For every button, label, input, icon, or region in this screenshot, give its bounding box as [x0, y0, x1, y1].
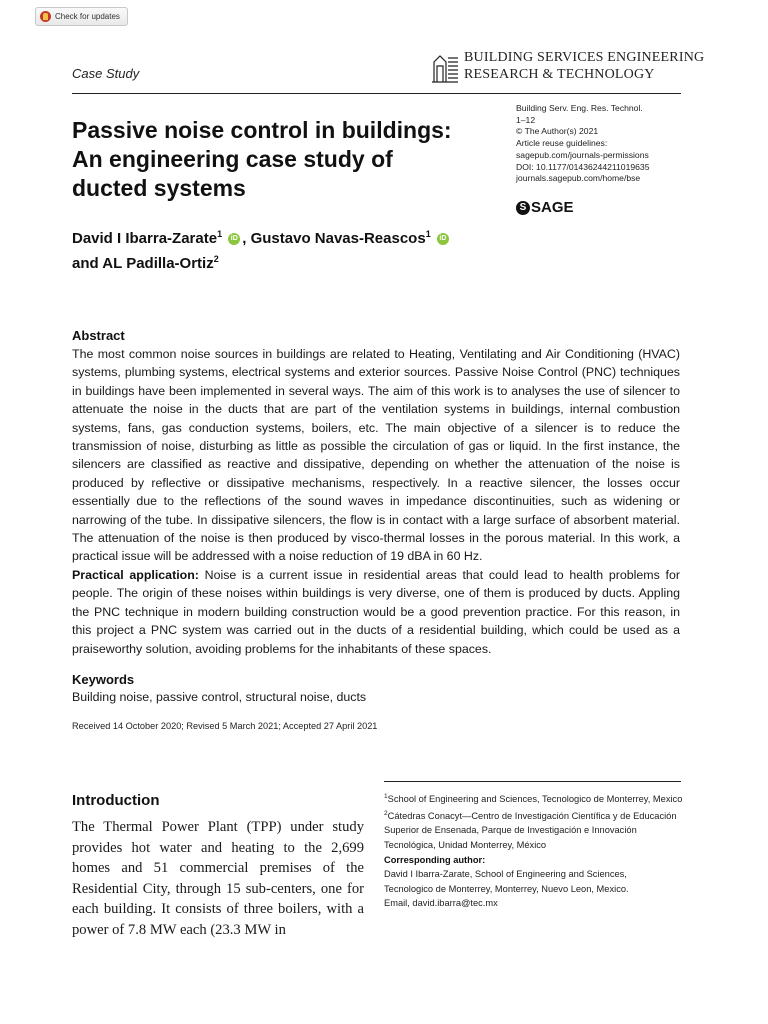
header-divider [72, 93, 681, 94]
keywords-heading: Keywords [72, 672, 135, 687]
abstract-heading: Abstract [72, 328, 125, 343]
article-meta [516, 103, 686, 185]
author-affiliation-mark: 2 [213, 254, 219, 264]
article-type: Case Study [72, 66, 140, 81]
keywords-text: Building noise, passive control, structural noise, ducts [72, 690, 367, 704]
meta-copyright: © The Author(s) 2021 [516, 126, 599, 137]
author-name: AL Padilla-Ortiz [102, 255, 214, 272]
check-for-updates-label: Check for updates [55, 12, 120, 21]
journal-emblem-icon [430, 52, 460, 84]
author-separator: , [242, 230, 247, 247]
author-name: David I Ibarra-Zarate [72, 230, 218, 247]
meta-permissions-link[interactable]: sagepub.com/journals-permissions [516, 149, 649, 160]
practical-application-text: Noise is a current issue in residential areas that could lead to health problems for people. The origin of these noises within buildings is very diverse, one of them is produced by ducts. Appling the PNC technique in modern building construction would be a good prevention practice. For this reason, in this project a PNC system was carried out in the ducts of a residential building, which could be used as a praiseworthy solution, avoiding problems for the inhabitants of these spaces. [72, 567, 680, 656]
author-list [72, 224, 532, 274]
affiliation-2-text: Cátedras Conacyt—Centro de Investigación Científica y de Educación Superior de Ensenada, Parque de Investigación e Innovación Tecnológica, Unidad Monterrey, México [384, 810, 677, 850]
orcid-icon[interactable]: iD [437, 233, 449, 245]
affiliation-mark: 1 [384, 793, 388, 800]
footnotes [384, 790, 684, 911]
footnote-divider [384, 781, 681, 782]
corresponding-author-line2: Tecnologico de Monterrey, Monterrey, Nuevo Leon, Mexico. [384, 883, 629, 894]
publisher-name: SAGE [531, 199, 574, 216]
introduction-heading: Introduction [72, 792, 160, 809]
affiliation-1 [384, 790, 684, 807]
corresponding-author-line1: David I Ibarra-Zarate, School of Engineering and Sciences, [384, 869, 627, 880]
corresponding-author [384, 853, 684, 868]
orcid-icon[interactable]: iD [228, 233, 240, 245]
affiliation-2 [384, 807, 684, 853]
author-affiliation-mark: 1 [425, 229, 431, 239]
check-for-updates-button[interactable] [35, 7, 128, 26]
crossmark-icon [40, 11, 51, 22]
meta-citation: Building Serv. Eng. Res. Technol. [516, 103, 643, 113]
publisher-logo [516, 199, 574, 216]
received-dates: Received 14 October 2020; Revised 5 March 2021; Accepted 27 April 2021 [72, 721, 378, 731]
abstract-paragraph: The most common noise sources in buildings are related to Heating, Ventilating and Air Conditioning (HVAC) systems, plumbing systems, electrical systems and exterior sources. Passive Noise Control (PNC) techniques in buildings have been implemented in several ways. The aim of this work is to analyses the use of silencer to attenuate the noise in the ducts that are part of the ventilation systems in buildings, internal combustion systems, fans, gas conduction systems, boilers, etc. The main objective of a silencer is to reduce the transmission of noise, disturbing as little as possible the circulation of gas or liquid. In the first instance, the silencers are classified as reactive and dissipative, depending on whether the attenuation of the noise is produced by reflective or dissipative mechanisms, respectively. In a reactive silencer, the losses occur essentially due to the reflections of the sound waves in impedance discontinuities, such as widening or narrowing of the tube. In dissipative silencers, the flow is in contact with a large surface of absorbent material. The attenuation of the noise is then produced by visco-thermal losses in the porous material. In this work, a practical issue will be addressed with a noise reduction of 19 dBA in 60 Hz. [72, 347, 680, 564]
author-affiliation-mark: 1 [217, 229, 223, 239]
meta-doi[interactable]: DOI: 10.1177/01436244211019635 [516, 161, 650, 172]
affiliation-1-text: School of Engineering and Sciences, Tecnologico de Monterrey, Mexico [387, 794, 683, 805]
practical-application-label: Practical application: [72, 567, 199, 582]
introduction-paragraph: The Thermal Power Plant (TPP) under study provides hot water and heating to the 2,699 homes and 51 commercial premises of the Residential City, through 15 sub-centers, one for each building. It consists of three boilers, with a power of 7.8 MW each (23.3 MW in [72, 819, 364, 938]
author-name: Gustavo Navas-Reascos [250, 230, 426, 247]
author-conjunction: and [72, 255, 99, 272]
abstract-body [72, 345, 680, 658]
journal-name-line1: BUILDING SERVICES ENGINEERING [464, 50, 705, 65]
journal-name-line2: RESEARCH & TECHNOLOGY [464, 67, 655, 82]
meta-reuse-label: Article reuse guidelines: [516, 138, 608, 149]
practical-application-paragraph [72, 566, 680, 658]
corresponding-author-label: Corresponding author: [384, 854, 486, 865]
sage-s-icon: S [516, 201, 530, 215]
affiliation-mark: 2 [384, 809, 388, 817]
corresponding-author-email[interactable]: Email, david.ibarra@tec.mx [384, 898, 498, 909]
meta-journal-link[interactable]: journals.sagepub.com/home/bse [516, 173, 641, 184]
meta-pages: 1–12 [516, 114, 536, 125]
article-title: Passive noise control in buildings: An engineering case study of ducted systems [72, 117, 452, 201]
introduction-body [72, 817, 364, 941]
